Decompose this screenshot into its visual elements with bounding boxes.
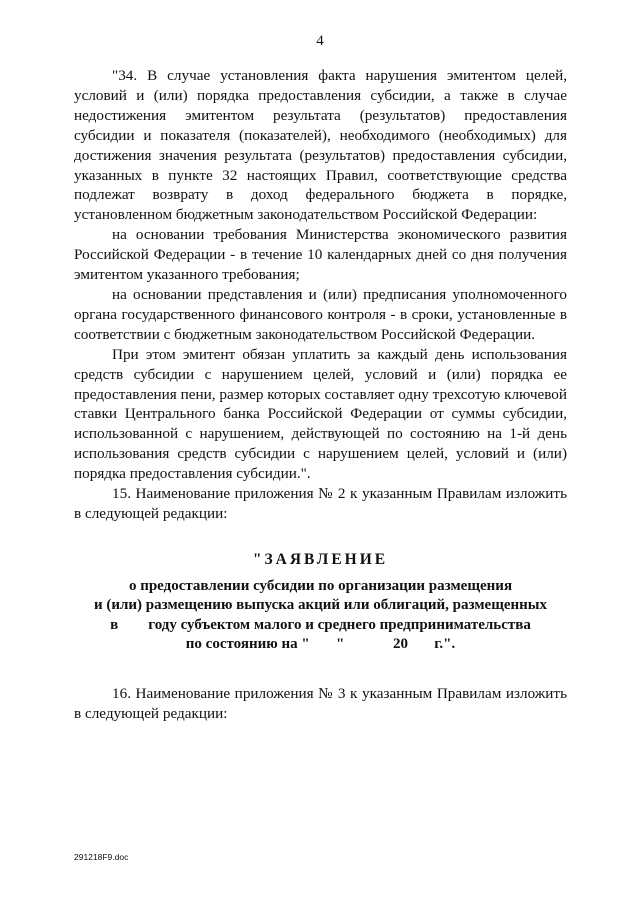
application-title: [74, 550, 567, 655]
paragraph-15: 15. Наименование приложения № 2 к указанным Правилам изложить в следующей редакции:: [74, 485, 567, 522]
paragraph-16: 16. Наименование приложения № 3 к указанным Правилам изложить в следующей редакции:: [74, 685, 567, 722]
paragraph-penalty: При этом эмитент обязан уплатить за каждый день использования средств субсидии с нарушением целей, условий и (или) порядка ее предоставления пени, размер которых составляет одну трехсотую ключевой ставки Центрального банка Российской Федерации от суммы субсидии, использованной с нарушением, действующей по состоянию на 1-й день использования средств субсидии с нарушением целей, условий и (или) порядка предоставления субсидии.".: [74, 345, 567, 483]
title-line-3: в году субъектом малого и среднего предпринимательства: [110, 616, 531, 633]
document-file-code: 291218F9.doc: [74, 852, 129, 862]
amendment-paragraphs: [74, 66, 567, 524]
page-number: 4: [316, 33, 324, 49]
paragraph-34: "34. В случае установления факта нарушения эмитентом целей, условий и (или) порядка предоставления субсидии, а также в случае недостижения эмитентом результата (результатов) предоставления субсидии и показателя (показателей), необходимого (необходимых) для достижения значения результата (результатов) предоставления субсидии, указанных в пункте 32 настоящих Правил, соответствующие средства подлежат возврату в доход федерального бюджета в порядке, установленном бюджетным законодательством Российской Федерации:: [74, 67, 567, 224]
paragraph-financial-control: на основании представления и (или) предписания уполномоченного органа государственного финансового контроля - в сроки, установленные в соответствии с бюджетным законодательством Российской Федерации.: [74, 285, 567, 343]
title-line-2: и (или) размещению выпуска акций или облигаций, размещенных: [93, 597, 548, 614]
title-line-4: по состоянию на " " 20 г.".: [185, 636, 456, 653]
amendment-paragraph-16-block: [74, 684, 567, 724]
application-heading: "ЗАЯВЛЕНИЕ: [252, 551, 389, 568]
paragraph-ministry-requirement: на основании требования Министерства экономического развития Российской Федерации - в течение 10 календарных дней со дня получения эмитентом указанного требования;: [74, 226, 567, 284]
title-line-1: о предоставлении субсидии по организации размещения: [128, 577, 513, 594]
